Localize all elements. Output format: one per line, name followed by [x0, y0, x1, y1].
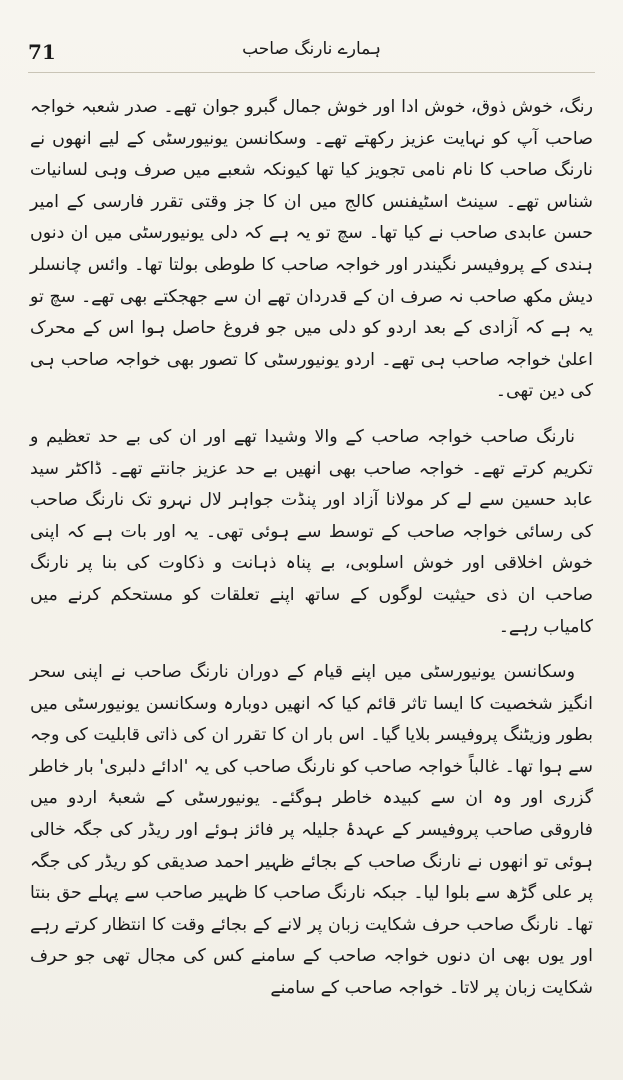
- paragraph-3: وسکانسن یونیورسٹی میں اپنے قیام کے دوران نارنگ صاحب نے اپنی سحر انگیز شخصیت کا ایسا تاثر قائم کیا کہ انھیں دوبارہ وسکانسن یونیورسٹی میں بطور وزیٹنگ پروفیسر بلایا گیا۔ اس بار ان کا تقرر ان کی ذاتی قابلیت کی وجہ سے ہوا تھا۔ غالباً خواجہ صاحب کو نارنگ صاحب کی یہ 'ادائے دلبری' بار خاطر گزری اور وہ ان سے کبیدہ خاطر ہوگئے۔ یونیورسٹی کے شعبۂ اردو میں فاروقی صاحب پروفیسر کے عہدۂ جلیلہ پر فائز ہوئے اور ریڈر کی جگہ خالی ہوئی تو انھوں نے نارنگ صاحب کے بجائے ظہیر احمد صدیقی کو ریڈر کی جگہ پر علی گڑھ سے بلوا لیا۔ جبکہ نارنگ صاحب کا ظہیر صاحب سے پہلے حق بنتا تھا۔ نارنگ صاحب حرف شکایت زبان پر لانے کے بجائے وقت کا انتظار کرتے رہے اور یوں بھی ان دنوں خواجہ صاحب کے سامنے کس کی مجال تھی جو حرف شکایت زبان پر لاتا۔ خواجہ صاحب کے سامنے: [30, 662, 593, 999]
- page-body: [30, 92, 593, 1060]
- page-header: [28, 36, 595, 70]
- page-number: 71: [28, 40, 56, 64]
- running-title: ہمارے نارنگ صاحب: [242, 39, 381, 59]
- paragraph-2: نارنگ صاحب خواجہ صاحب کے والا وشیدا تھے اور ان کی بے حد تعظیم و تکریم کرتے تھے۔ خواجہ صاحب بھی انھیں بے حد عزیز جانتے تھے۔ ڈاکٹر سید عابد حسین سے لے کر مولانا آزاد اور پنڈت جواہر لال نہرو تک نارنگ صاحب کی رسائی خواجہ صاحب کے توسط سے ہوئی تھی۔ یہ اور بات ہے کہ اپنی خوش اخلاقی اور خوش اسلوبی، بے پناہ ذہانت و ذکاوت کی بنا پر نارنگ صاحب ان ذی حیثیت لوگوں کے ساتھ اپنے تعلقات کو مستحکم کرنے میں کامیاب رہے۔: [30, 426, 593, 637]
- paragraph-1: رنگ، خوش ذوق، خوش ادا اور خوش جمال گبرو جوان تھے۔ صدر شعبہ خواجہ صاحب آپ کو نہایت عزیز رکھتے تھے۔ وسکانسن یونیورسٹی کے لیے انھوں نے نارنگ صاحب کا نام نامی تجویز کیا تھا کیونکہ شعبے میں صرف وہی لسانیات شناس تھے۔ سینٹ اسٹیفنس کالج میں ان کا جز وقتی تقرر فارسی کے امیر حسن عابدی صاحب نے کیا تھا۔ سچ تو یہ ہے کہ دلی یونیورسٹی میں ان دنوں ہندی کے پروفیسر نگیندر اور خواجہ صاحب کا طوطی بولتا تھا۔ وائس چانسلر دیش مکھ صاحب نہ صرف ان کے قدردان تھے ان سے جھجکتے بھی تھے۔ سچ تو یہ ہے کہ آزادی کے بعد اردو کو دلی میں جو فروغ حاصل ہوا اس کے محرک اعلیٰ خواجہ صاحب ہی تھے۔ اردو یونیورسٹی کا تصور بھی خواجہ صاحب ہی کی دین تھی۔: [30, 97, 593, 402]
- header-divider: [28, 72, 595, 73]
